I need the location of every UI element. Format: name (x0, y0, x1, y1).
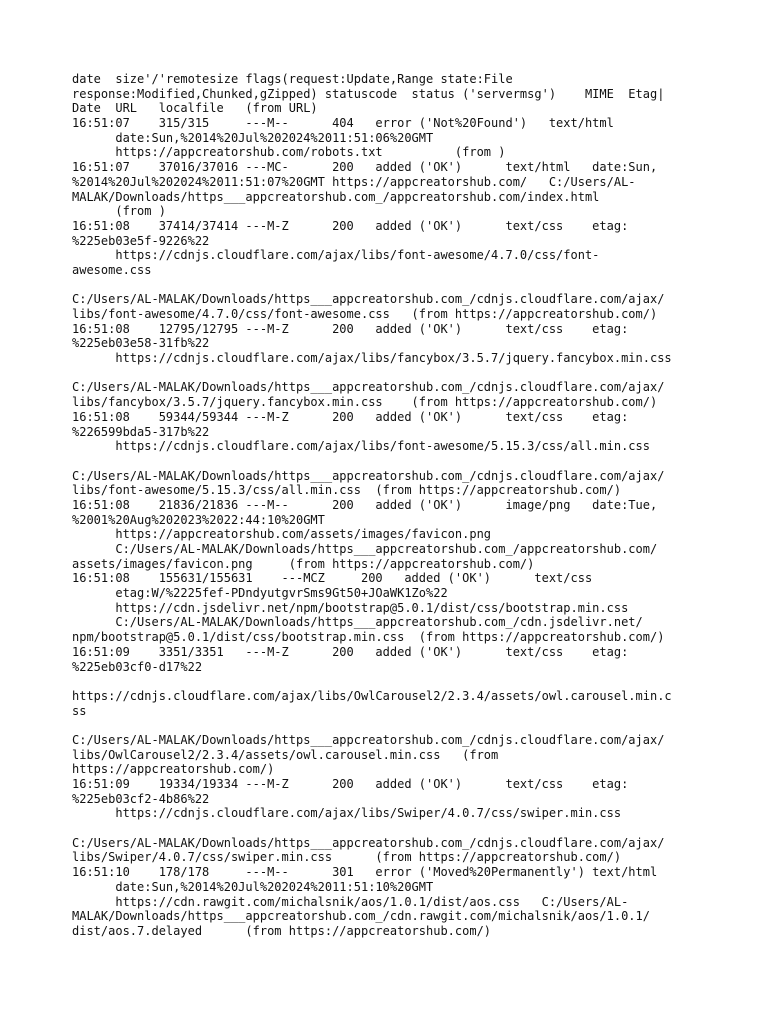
log-line: https://appcreatorshub.com/assets/images/favicon.png (72, 527, 492, 542)
log-line: https://cdnjs.cloudflare.com/ajax/libs/font-awesome/5.15.3/css/all.min.css (72, 439, 650, 454)
log-line: https://cdnjs.cloudflare.com/ajax/libs/Swiper/4.0.7/css/swiper.min.css (72, 806, 622, 821)
log-line: https://cdn.rawgit.com/michalsnik/aos/1.0.1/dist/aos.css C:/Users/AL- (72, 894, 629, 909)
log-line: C:/Users/AL-MALAK/Downloads/https___appcreatorshub.com_/cdnjs.cloudflare.com/ajax/ (72, 732, 665, 747)
log-line: 16:51:08 155631/155631 ---MCZ 200 added ('OK') text/css (72, 571, 593, 586)
log-line: dist/aos.7.delayed (from https://appcreatorshub.com/) (72, 923, 492, 938)
log-line: 16:51:07 37016/37016 ---MC- 200 added ('OK') text/html date:Sun, (72, 160, 658, 175)
log-line (72, 674, 702, 689)
log-line: libs/fancybox/3.5.7/jquery.fancybox.min.css (from https://appcreatorshub.com/) (72, 395, 658, 410)
log-line: https://cdn.jsdelivr.net/npm/bootstrap@5.0.1/dist/css/bootstrap.min.css (72, 600, 629, 615)
log-line: %225eb03e58-31fb%22 (72, 336, 210, 351)
log-line: C:/Users/AL-MALAK/Downloads/https___appcreatorshub.com_/cdnjs.cloudflare.com/ajax/ (72, 835, 665, 850)
log-line: %225eb03cf2-4b86%22 (72, 791, 210, 806)
log-line: etag:W/%2225fef-PDndyutgvrSms9Gt50+JOaWK1Zo%22 (72, 586, 448, 601)
log-line: response:Modified,Chunked,gZipped) statuscode status ('servermsg') MIME Etag| (72, 86, 665, 101)
log-line: 16:51:08 12795/12795 ---M-Z 200 added ('OK') text/css etag: (72, 321, 629, 336)
log-line: libs/font-awesome/5.15.3/css/all.min.css (from https://appcreatorshub.com/) (72, 483, 622, 498)
log-line: 16:51:08 59344/59344 ---M-Z 200 added ('OK') text/css etag: (72, 409, 629, 424)
log-line: https://cdnjs.cloudflare.com/ajax/libs/font-awesome/4.7.0/css/font- (72, 248, 600, 263)
log-line: C:/Users/AL-MALAK/Downloads/https___appcreatorshub.com_/cdnjs.cloudflare.com/ajax/ (72, 380, 665, 395)
log-line: C:/Users/AL-MALAK/Downloads/https___appcreatorshub.com_/cdnjs.cloudflare.com/ajax/ (72, 292, 665, 307)
log-line: libs/Swiper/4.0.7/css/swiper.min.css (from https://appcreatorshub.com/) (72, 850, 622, 865)
log-line (72, 821, 702, 836)
log-line: MALAK/Downloads/https___appcreatorshub.com_/appcreatorshub.com/index.html (72, 189, 600, 204)
log-line: date:Sun,%2014%20Jul%202024%2011:51:06%20GMT (72, 130, 434, 145)
log-line: %225eb03e5f-9226%22 (72, 233, 210, 248)
log-line: 16:51:07 315/315 ---M-- 404 error ('Not%20Found') text/html (72, 116, 614, 131)
log-line: 16:51:09 3351/3351 ---M-Z 200 added ('OK') text/css etag: (72, 644, 629, 659)
log-line (72, 278, 702, 293)
log-line: https://appcreatorshub.com/robots.txt (from ) (72, 145, 506, 160)
log-line: https://appcreatorshub.com/) (72, 762, 275, 777)
log-line: npm/bootstrap@5.0.1/dist/css/bootstrap.min.css (from https://appcreatorshub.com/) (72, 630, 665, 645)
log-line: C:/Users/AL-MALAK/Downloads/https___appcreatorshub.com_/cdnjs.cloudflare.com/ajax/ (72, 468, 665, 483)
log-line: %226599bda5-317b%22 (72, 424, 210, 439)
log-document (72, 72, 702, 939)
log-line: assets/images/favicon.png (from https://appcreatorshub.com/) (72, 556, 535, 571)
log-line: 16:51:09 19334/19334 ---M-Z 200 added ('OK') text/css etag: (72, 777, 629, 791)
log-line: 16:51:08 21836/21836 ---M-- 200 added ('OK') image/png date:Tue, (72, 497, 658, 512)
log-line: Date URL localfile (from URL) (72, 101, 318, 116)
log-line: libs/OwlCarousel2/2.3.4/assets/owl.carousel.min.css (from (72, 747, 499, 762)
log-line: C:/Users/AL-MALAK/Downloads/https___appcreatorshub.com_/appcreatorshub.com/ (72, 542, 658, 556)
log-line: awesome.css (72, 262, 152, 277)
log-line: libs/font-awesome/4.7.0/css/font-awesome.css (from https://appcreatorshub.com/) (72, 307, 658, 321)
log-line: date:Sun,%2014%20Jul%202024%2011:51:10%20GMT (72, 879, 434, 894)
log-line: ss (72, 703, 87, 718)
log-line: https://cdnjs.cloudflare.com/ajax/libs/OwlCarousel2/2.3.4/assets/owl.carousel.min.c (72, 688, 672, 703)
log-line: https://cdnjs.cloudflare.com/ajax/libs/fancybox/3.5.7/jquery.fancybox.min.css (72, 351, 672, 366)
log-line: %2001%20Aug%202023%2022:44:10%20GMT (72, 512, 325, 527)
log-line: %225eb03cf0-d17%22 (72, 659, 203, 674)
log-line (72, 454, 702, 469)
log-line: C:/Users/AL-MALAK/Downloads/https___appcreatorshub.com_/cdn.jsdelivr.net/ (72, 615, 643, 630)
log-line: %2014%20Jul%202024%2011:51:07%20GMT https://appcreatorshub.com/ C:/Users/AL- (72, 174, 636, 189)
log-line (72, 718, 702, 733)
log-line: date size'/'remotesize flags(request:Update,Range state:File (72, 72, 513, 86)
log-line: MALAK/Downloads/https___appcreatorshub.com_/cdn.rawgit.com/michalsnik/aos/1.0.1/ (72, 909, 650, 924)
log-line: 16:51:10 178/178 ---M-- 301 error ('Moved%20Permanently') text/html (72, 865, 658, 880)
log-line: 16:51:08 37414/37414 ---M-Z 200 added ('OK') text/css etag: (72, 218, 629, 233)
log-line: (from ) (72, 204, 166, 219)
log-line (72, 366, 702, 381)
